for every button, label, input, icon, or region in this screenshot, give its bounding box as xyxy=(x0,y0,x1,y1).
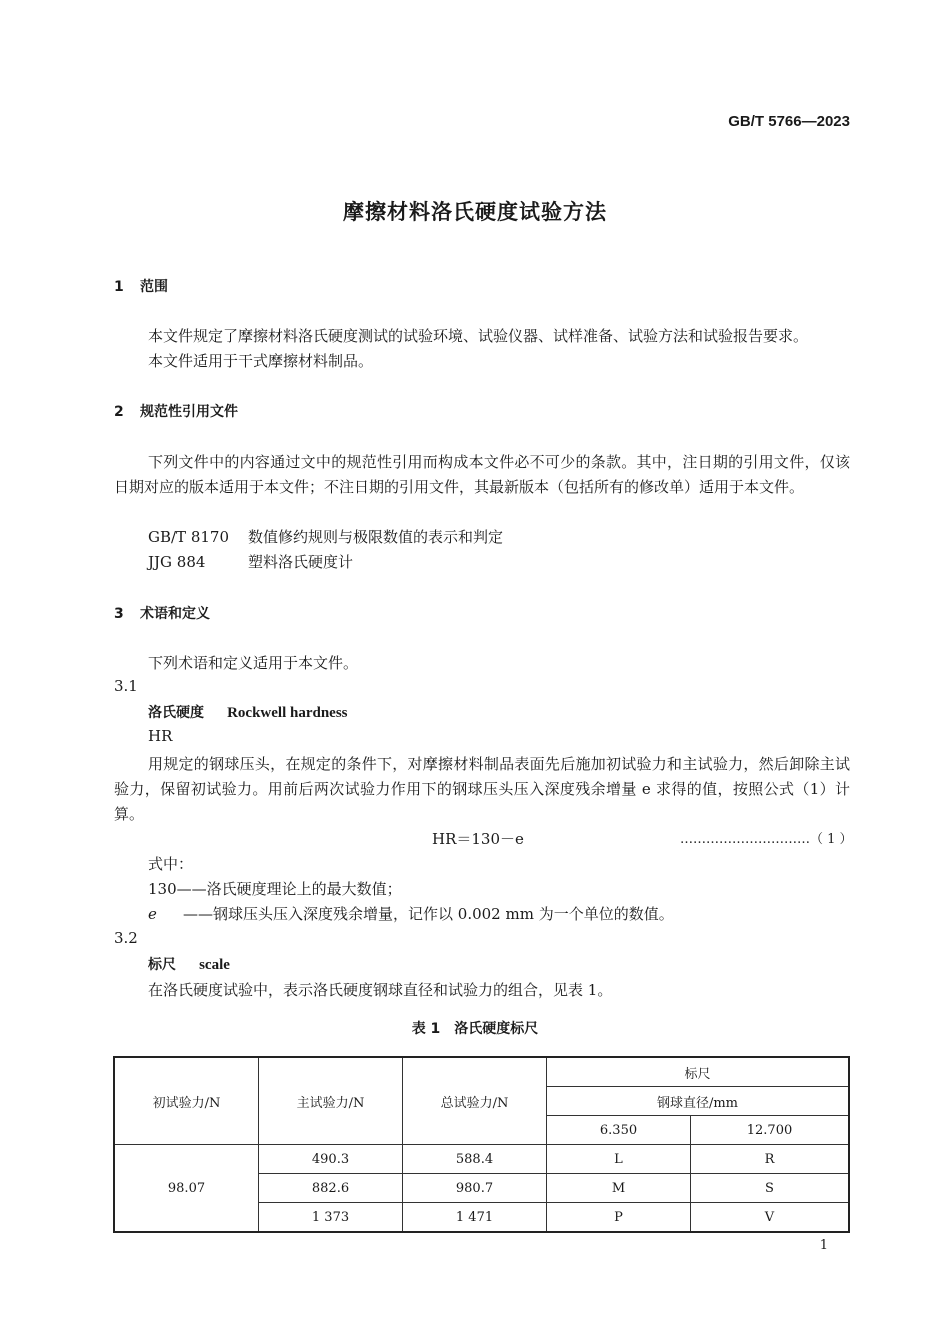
paragraph: 下列文件中的内容通过文中的规范性引用而构成本文件必不可少的条款。其中，注日期的引用文件，仅该日期对应的版本适用于本文件；不注日期的引用文件，其最新版本（包括所有的修改单）适用于本文件。 xyxy=(114,453,850,496)
document-title: 摩擦材料洛氏硬度试验方法 xyxy=(343,200,607,224)
total-force-cell: 588.4 xyxy=(403,1145,547,1174)
section-number: 2 xyxy=(114,404,124,420)
term-number: 3.2 xyxy=(114,929,138,947)
variable-description: ——洛氏硬度理论上的最大数值； xyxy=(176,880,402,898)
section-title: 规范性引用文件 xyxy=(140,404,238,420)
scale-cell: L xyxy=(547,1145,691,1174)
term-chinese: 洛氏硬度 xyxy=(148,705,204,721)
header-total-force: 总试验力/N xyxy=(403,1057,547,1145)
reference-code: GB/T 8170 xyxy=(148,528,230,546)
variable-symbol: 130 xyxy=(148,880,177,898)
section-title: 术语和定义 xyxy=(140,606,210,622)
term-heading xyxy=(148,702,348,722)
term-number: 3.1 xyxy=(114,677,138,695)
main-force-cell: 1 373 xyxy=(259,1203,403,1233)
variable-description: ——钢球压头压入深度残余增量，记作以 0.002 mm 为一个单位的数值。 xyxy=(183,905,674,923)
table-caption: 表 1 洛氏硬度标尺 xyxy=(411,1021,539,1037)
header-scale: 标尺 xyxy=(547,1057,850,1087)
variable-definition xyxy=(148,903,674,924)
scale-cell: R xyxy=(691,1145,850,1174)
term-english: scale xyxy=(199,957,230,973)
section-title: 范围 xyxy=(140,279,168,295)
formula: HR＝130－e xyxy=(432,830,524,848)
standard-code: GB/T 5766—2023 xyxy=(728,113,850,130)
main-force-cell: 882.6 xyxy=(259,1174,403,1203)
where-label: 式中： xyxy=(148,855,194,873)
formula-number: …………………………（ 1 ） xyxy=(680,832,853,847)
reference-title: 塑料洛氏硬度计 xyxy=(248,553,354,571)
term-heading xyxy=(148,954,230,974)
initial-force-value: 98.07 xyxy=(114,1145,259,1233)
header-diameter-2: 12.700 xyxy=(691,1116,850,1145)
page-number: 1 xyxy=(819,1238,828,1253)
paragraph: 下列术语和定义适用于本文件。 xyxy=(148,654,359,672)
scale-cell: M xyxy=(547,1174,691,1203)
section-1-heading xyxy=(114,276,168,296)
reference-code: JJG 884 xyxy=(148,553,206,571)
reference-item xyxy=(148,526,503,547)
variable-symbol: e xyxy=(148,905,157,923)
table-row xyxy=(114,1145,849,1174)
reference-title: 数值修约规则与极限数值的表示和判定 xyxy=(248,528,504,546)
paragraph: 本文件规定了摩擦材料洛氏硬度测试的试验环境、试验仪器、试样准备、试验方法和试验报告要求。 xyxy=(148,327,809,345)
variable-definition xyxy=(148,878,402,899)
header-initial-force: 初试验力/N xyxy=(114,1057,259,1145)
term-abbreviation: HR xyxy=(148,727,173,745)
scale-cell: P xyxy=(547,1203,691,1233)
term-definition: 用规定的钢球压头，在规定的条件下，对摩擦材料制品表面先后施加初试验力和主试验力，然后卸除主试验力，保留初试验力。用前后两次试验力作用下的钢球压头压入深度残余增量 e 求得的值，按照公式（1）计算。 xyxy=(114,755,850,823)
reference-item xyxy=(148,551,353,572)
total-force-cell: 980.7 xyxy=(403,1174,547,1203)
scale-table xyxy=(113,1056,850,1233)
term-definition: 在洛氏硬度试验中，表示洛氏硬度钢球直径和试验力的组合，见表 1。 xyxy=(148,981,613,999)
scale-cell: V xyxy=(691,1203,850,1233)
section-number: 1 xyxy=(114,279,124,295)
section-3-heading xyxy=(114,603,210,623)
header-ball-diameter: 钢球直径/mm xyxy=(547,1087,850,1116)
section-number: 3 xyxy=(114,606,124,622)
term-chinese: 标尺 xyxy=(148,957,176,973)
scale-cell: S xyxy=(691,1174,850,1203)
total-force-cell: 1 471 xyxy=(403,1203,547,1233)
section-2-heading xyxy=(114,401,238,421)
paragraph: 本文件适用于干式摩擦材料制品。 xyxy=(148,352,374,370)
header-main-force: 主试验力/N xyxy=(259,1057,403,1145)
term-english: Rockwell hardness xyxy=(227,705,348,721)
main-force-cell: 490.3 xyxy=(259,1145,403,1174)
header-diameter-1: 6.350 xyxy=(547,1116,691,1145)
